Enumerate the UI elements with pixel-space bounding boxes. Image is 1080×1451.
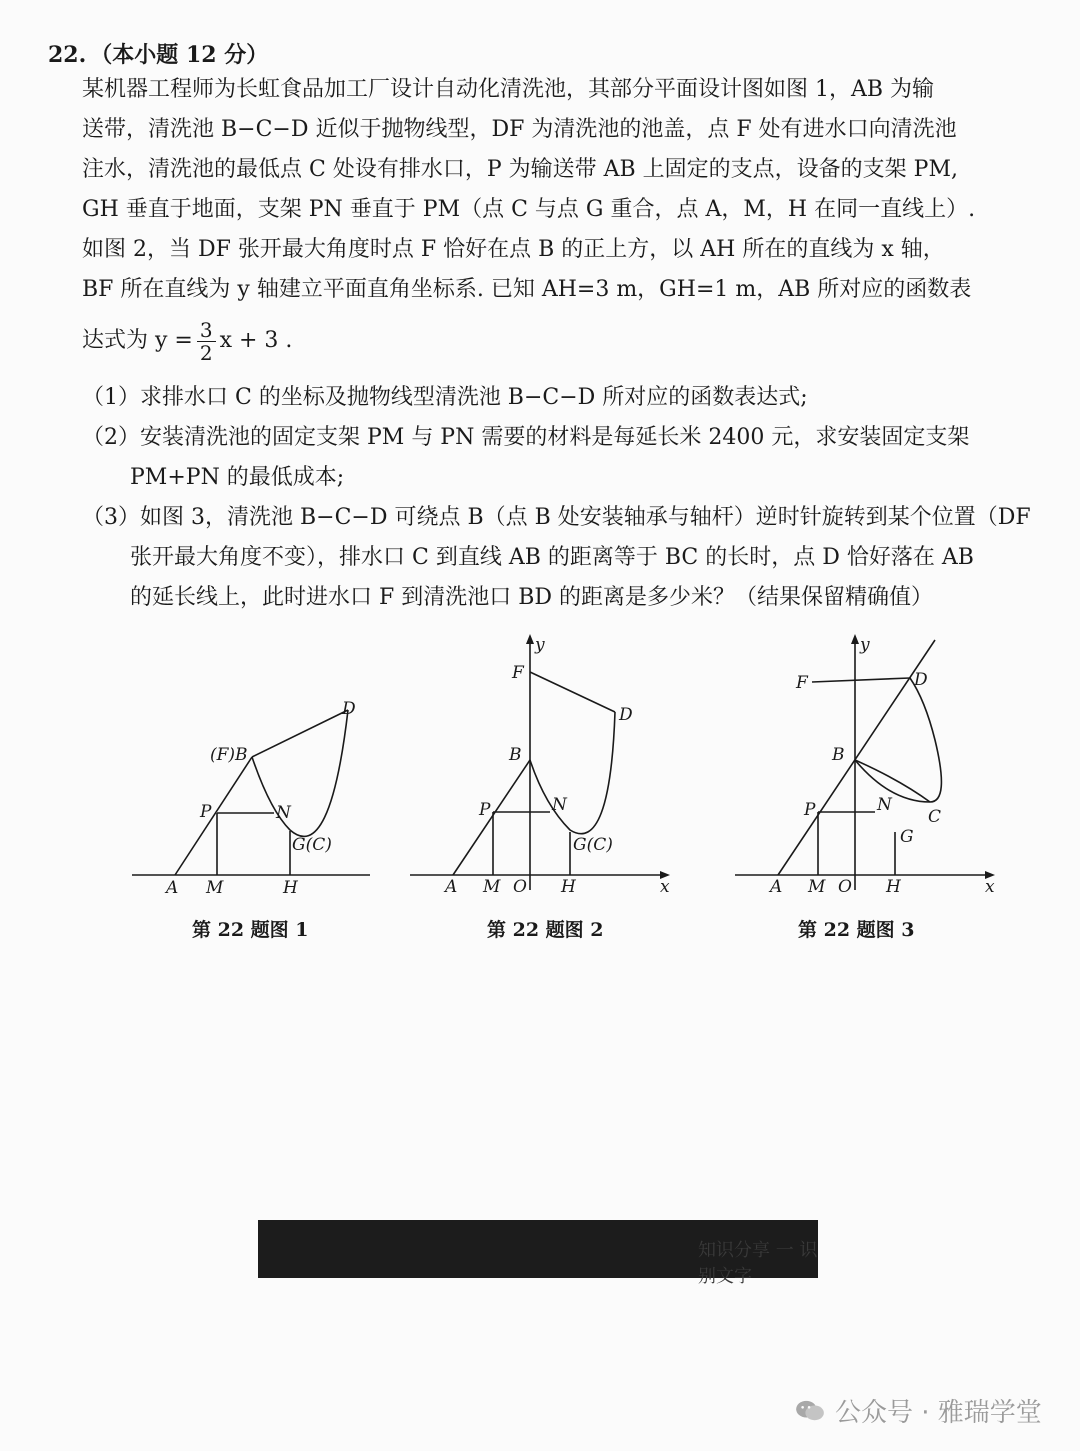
label-p: P — [200, 802, 212, 822]
figure-2-diagram — [405, 630, 680, 900]
fraction-numerator: 3 — [197, 319, 216, 342]
label-a: A — [166, 878, 179, 898]
question-points: （本小题 12 分） — [90, 42, 269, 68]
label-c: C — [928, 807, 942, 827]
sub-question-3-cont: 的延长线上，此时进水口 F 到清洗池口 BD 的距离是多少米？（结果保留精确值） — [130, 585, 934, 610]
label-d: D — [914, 670, 928, 690]
label-x: x — [985, 877, 995, 897]
parabola-pool — [530, 712, 615, 834]
cover-bd — [252, 710, 348, 757]
conveyor-ab — [453, 760, 530, 875]
label-f: F — [796, 673, 808, 693]
label-d: D — [342, 699, 356, 719]
sub-questions — [82, 378, 1057, 618]
sub-question-1: （1）求排水口 C 的坐标及抛物线型清洗池 B−C−D 所对应的函数表达式; — [82, 385, 808, 410]
label-p: P — [479, 800, 491, 820]
stem-line: BF 所在直线为 y 轴建立平面直角坐标系. 已知 AH=3 m，GH=1 m，AB 所对应的函数表 — [82, 277, 972, 302]
label-n: N — [877, 795, 892, 815]
label-b: B — [509, 745, 522, 765]
stem-line: 如图 2，当 DF 张开最大角度时点 F 恰好在点 B 的正上方，以 AH 所在的直线为 x 轴， — [82, 237, 945, 262]
label-b: B — [832, 745, 845, 765]
label-m: M — [483, 877, 501, 897]
stem-line: 送带，清洗池 B−C−D 近似于抛物线型，DF 为清洗池的池盖，点 F 处有进水口向清洗池 — [82, 117, 957, 142]
question-number: 22. — [48, 42, 87, 68]
stem-line: 注水，清洗池的最低点 C 处设有排水口，P 为输送带 AB 上固定的支点，设备的支架 PM, — [82, 157, 958, 182]
label-h: H — [561, 877, 576, 897]
cover-fd — [530, 672, 615, 712]
redacted-text: 知识分享 一 识别文字 — [698, 1240, 818, 1287]
label-g: G — [900, 827, 914, 847]
label-gc: G(C) — [573, 835, 613, 855]
label-gc: G(C) — [292, 835, 332, 855]
parabola-pool — [252, 710, 348, 836]
chord-bc — [855, 760, 930, 802]
label-n: N — [276, 803, 291, 823]
label-o: O — [838, 877, 852, 897]
sub-question-2-cont: PM+PN 的最低成本; — [130, 465, 345, 490]
watermark — [795, 1392, 1042, 1429]
figure-1 — [120, 690, 380, 910]
figure-3-diagram — [730, 630, 1010, 900]
label-y: y — [860, 635, 870, 655]
sub-question-3-cont: 张开最大角度不变），排水口 C 到直线 AB 的距离等于 BC 的长时，点 D 恰好落在 AB — [130, 545, 974, 570]
sub-question-3: （3）如图 3，清洗池 B−C−D 可绕点 B（点 B 处安装轴承与轴杆）逆时针旋转到某个位置（DF — [82, 505, 1031, 530]
conveyor-ab — [175, 757, 252, 875]
label-m: M — [206, 878, 224, 898]
figure-3 — [730, 630, 1010, 900]
figure-2-caption: 第 22 题图 2 — [487, 919, 604, 941]
label-h: H — [283, 878, 298, 898]
redacted-bar — [258, 1220, 818, 1287]
label-n: N — [552, 795, 567, 815]
figure-3-caption: 第 22 题图 3 — [798, 919, 915, 941]
label-m: M — [808, 877, 826, 897]
figure-1-diagram — [120, 690, 380, 910]
figure-1-caption: 第 22 题图 1 — [192, 919, 309, 941]
y-axis-arrow — [851, 634, 859, 644]
label-h: H — [886, 877, 901, 897]
y-axis-arrow — [526, 634, 534, 644]
label-d: D — [619, 705, 633, 725]
question-heading — [48, 38, 268, 69]
label-x: x — [660, 877, 670, 897]
stem-line: 某机器工程师为长虹食品加工厂设计自动化清洗池，其部分平面设计图如图 1，AB 为输 — [82, 77, 935, 102]
fraction-denominator: 2 — [199, 340, 213, 365]
formula-suffix: x + 3 . — [219, 328, 293, 353]
label-a: A — [445, 877, 458, 897]
formula-prefix: 达式为 y = — [82, 328, 193, 353]
label-f: F — [512, 663, 524, 683]
cover-fd — [812, 678, 910, 682]
formula-line — [82, 310, 1057, 372]
label-o: O — [513, 877, 527, 897]
wechat-icon — [795, 1399, 825, 1423]
question-stem — [82, 70, 1057, 372]
label-y: y — [535, 635, 545, 655]
formula-fraction — [197, 319, 216, 364]
label-fb: (F)B — [210, 745, 248, 765]
stem-line: GH 垂直于地面，支架 PN 垂直于 PM（点 C 与点 G 重合，点 A，M，H 在同一直线上）. — [82, 197, 976, 222]
figure-2 — [405, 630, 680, 900]
watermark-text: 公众号 · 雅瑞学堂 — [835, 1398, 1042, 1428]
label-a: A — [770, 877, 783, 897]
label-p: P — [804, 800, 816, 820]
sub-question-2: （2）安装清洗池的固定支架 PM 与 PN 需要的材料是每延长米 2400 元，求安装固定支架 — [82, 425, 970, 450]
